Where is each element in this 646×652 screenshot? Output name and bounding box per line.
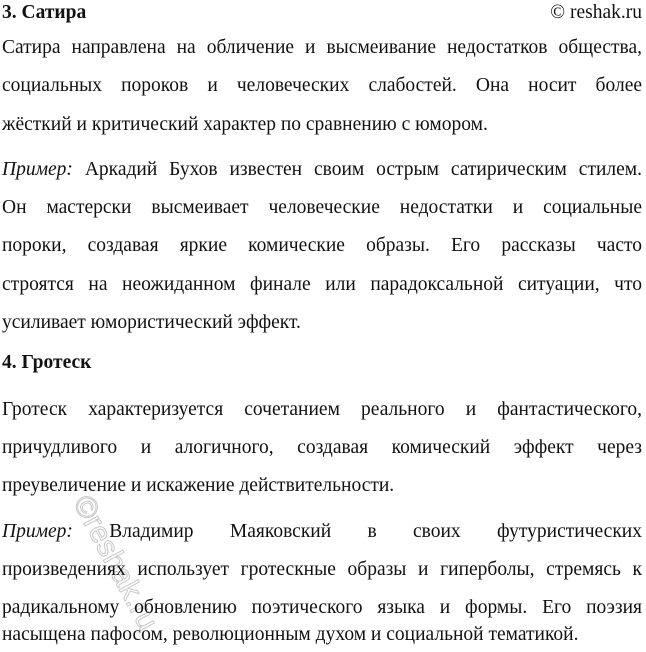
watermark: ©reshak.ru (66, 490, 165, 636)
definition-line: преувеличение и искажение действительности. (2, 475, 395, 496)
example-line: Он мастерски высмеивает человеческие недостатки и социальные (2, 197, 642, 218)
example-text: Аркадий Бухов известен своим острым сатирическим стилем. (72, 159, 642, 180)
example-line: пороки, создавая яркие комические образы. Его рассказы часто (2, 235, 642, 256)
example-text: Владимир Маяковский в своих футуристических (72, 521, 642, 542)
example-line: радикальному обновлению поэтического языка и формы. Его поэзия (2, 597, 642, 618)
example-line (2, 521, 642, 543)
definition-line: жёсткий и критический характер по сравнению с юмором. (2, 114, 488, 135)
example-line: насыщена пафосом, революционным духом и социальной тематикой. (2, 624, 579, 645)
definition-line: Сатира направлена на обличение и высмеивание недостатков общества, (2, 37, 642, 58)
section-heading: 4. Гротеск (2, 352, 92, 373)
definition-line: причудливого и алогичного, создавая комический эффект через (2, 437, 642, 458)
copyright-label: © reshak.ru (550, 2, 642, 23)
example-line (2, 159, 642, 181)
definition-line: социальных пороков и человеческих слабостей. Она носит более (2, 75, 642, 96)
example-line: строятся на неожиданном финале или парадоксальной ситуации, что (2, 274, 642, 295)
example-label: Пример: (2, 159, 73, 180)
definition-line: Гротеск характеризуется сочетанием реального и фантастического, (2, 399, 642, 420)
section-heading: 3. Сатира (2, 2, 87, 23)
example-label: Пример: (2, 521, 73, 542)
example-line: произведениях использует гротескные образы и гиперболы, стремясь к (2, 559, 642, 580)
example-line: усиливает юмористический эффект. (2, 312, 301, 333)
